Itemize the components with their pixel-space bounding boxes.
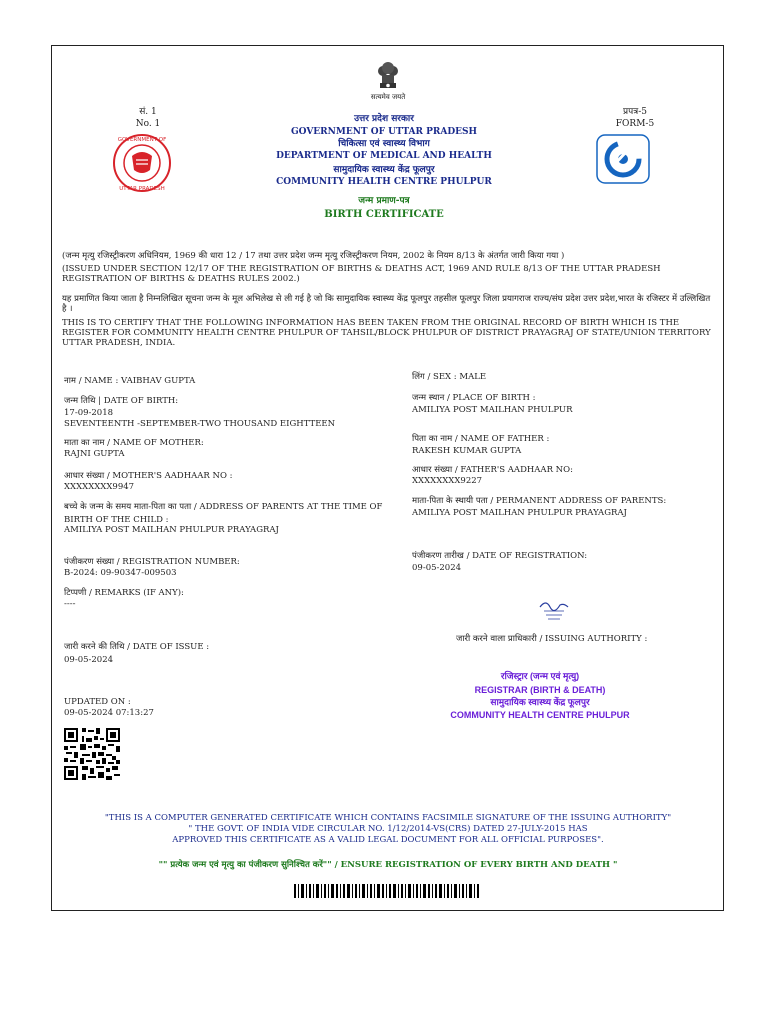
issued-under: (ISSUED UNDER SECTION 12/17 OF THE REGISTRATION OF BIRTHS & DEATHS ACT, 1969 AND RULE 8/13 OF THE UTTAR PRADESH REGISTRATION OF BIRTHS & DEATHS RULES 2002.) xyxy=(62,264,661,284)
registrar-centre: COMMUNITY HEALTH CENTRE PHULPUR xyxy=(450,710,630,720)
certify-statement: THIS IS TO CERTIFY THAT THE FOLLOWING INFORMATION HAS BEEN TAKEN FROM THE ORIGINAL RECORD OF BIRTH WHICH IS THE REGISTER FOR COMMUNITY HEALTH CENTRE PHULPUR OF TAHSIL/BLOCK PHULPUR OF DISTRICT PRAYAGRAJ OF STATE/UNION TERRITORY UTTAR PRADESH, INDIA. xyxy=(62,318,711,348)
updated-on-value: 09-05-2024 07:13:27 xyxy=(64,708,154,718)
registrar-title: REGISTRAR (BIRTH & DEATH) xyxy=(474,685,606,695)
certificate-title: BIRTH CERTIFICATE xyxy=(324,209,444,220)
remarks-value: ---- xyxy=(64,599,76,609)
certificate-title-hindi: जन्म प्रमाण-पत्र xyxy=(358,196,410,206)
registration-date-label: पंजीकरण तारीख / DATE OF REGISTRATION: xyxy=(412,551,588,561)
dept-title-hindi: चिकित्सा एवं स्वास्थ्य विभाग xyxy=(338,139,430,149)
place-of-birth-label: जन्म स्थान / PLACE OF BIRTH : xyxy=(412,393,536,403)
mother-name-label: माता का नाम / NAME OF MOTHER: xyxy=(64,438,204,448)
signature-stamp-icon xyxy=(536,597,572,625)
footer-facsimile-note: "THIS IS A COMPUTER GENERATED CERTIFICATE WHICH CONTAINS FACSIMILE SIGNATURE OF THE ISSUING AUTHORITY" xyxy=(104,813,672,823)
sex: लिंग / SEX : MALE xyxy=(412,372,487,382)
registration-date-value: 09-05-2024 xyxy=(412,563,462,573)
emblem-motto: सत्यमेव जयते xyxy=(370,93,406,101)
form-no: FORM-5 xyxy=(615,119,655,129)
dept-title: DEPARTMENT OF MEDICAL AND HEALTH xyxy=(276,151,492,161)
registrar-centre-hindi: सामुदायिक स्वास्थ्य केंद्र फूलपुर xyxy=(490,697,590,707)
qr-code-icon xyxy=(64,728,120,780)
gov-title-hindi: उत्तर प्रदेश सरकार xyxy=(354,114,414,124)
footer-circular-note: " THE GOVT. OF INDIA VIDE CIRCULAR NO. 1/12/2014-VS(CRS) DATED 27-JULY-2015 HAS xyxy=(188,824,588,834)
father-name-label: पिता का नाम / NAME OF FATHER : xyxy=(412,434,550,444)
footer-approval-note: APPROVED THIS CERTIFICATE AS A VALID LEGAL DOCUMENT FOR ALL OFFICIAL PURPOSES". xyxy=(172,835,604,845)
updated-on-label: UPDATED ON : xyxy=(64,697,131,707)
father-name-value: RAKESH KUMAR GUPTA xyxy=(412,446,522,456)
permanent-address-label: माता-पिता के स्थायी पता / PERMANENT ADDRESS OF PARENTS: xyxy=(412,496,667,506)
gov-title: GOVERNMENT OF UTTAR PRADESH xyxy=(290,127,478,137)
issuing-authority-label: जारी करने वाला प्राधिकारी / ISSUING AUTHORITY : xyxy=(456,634,648,644)
dob-words: SEVENTEENTH -SEPTEMBER-TWO THOUSAND EIGHTTEEN xyxy=(64,419,336,429)
seal-bottom-text: UTTAR PRADESH xyxy=(119,186,165,192)
date-of-issue-value: 09-05-2024 xyxy=(64,655,114,665)
date-of-issue-label: जारी करने की तिथि / DATE OF ISSUE : xyxy=(64,642,210,652)
mother-name-value: RAJNI GUPTA xyxy=(64,449,125,459)
remarks-label: टिप्पणी / REMARKS (IF ANY): xyxy=(64,588,184,598)
dob-value: 17-09-2018 xyxy=(64,408,114,418)
registration-number-label: पंजीकरण संख्या / REGISTRATION NUMBER: xyxy=(64,557,240,567)
father-aadhaar-label: आधार संख्या / FATHER'S AADHAAR NO: xyxy=(412,465,573,475)
child-name: नाम / NAME : VAIBHAV GUPTA xyxy=(64,376,196,386)
serial-no: No. 1 xyxy=(135,119,161,129)
registration-number-value: B-2024: 09-90347-009503 xyxy=(64,568,177,578)
place-of-birth-value: AMILIYA POST MAILHAN PHULPUR xyxy=(412,405,573,415)
serial-no-hindi: सं. 1 xyxy=(139,107,157,117)
registration-slogan: "" प्रत्येक जन्म एवं मृत्यु का पंजीकरण सुनिश्चित करें"" / ENSURE REGISTRATION OF EVERY BIRTH AND DEATH " xyxy=(158,860,618,870)
certify-statement-hindi: यह प्रमाणित किया जाता है निम्नलिखित सूचना जन्म के मूल अभिलेख से ली गई है जो कि सामुदायिक स्वास्थ्य केंद्र फूलपुर तहसील फूलपुर जिला प्रयागराज राज्य/संघ प्रदेश उत्तर प्रदेश,भारत के रजिस्टर में उल्लिखित है । xyxy=(62,294,711,314)
dob-label: जन्म तिथि | DATE OF BIRTH: xyxy=(64,396,179,406)
up-government-seal-icon xyxy=(112,132,172,194)
barcode-icon xyxy=(294,883,480,897)
address-at-birth-label: बच्चे के जन्म के समय माता-पिता का पता / ADDRESS OF PARENTS AT THE TIME OF BIRTH OF THE CHILD : xyxy=(64,502,383,525)
father-aadhaar-value: XXXXXXXX9227 xyxy=(412,476,483,486)
ashoka-emblem-icon xyxy=(370,57,406,93)
mother-aadhaar-label: आधार संख्या / MOTHER'S AADHAAR NO : xyxy=(64,471,233,481)
centre-title-hindi: सामुदायिक स्वास्थ्य केंद्र फूलपुर xyxy=(333,165,435,175)
health-logo-icon xyxy=(596,134,650,184)
permanent-address-value: AMILIYA POST MAILHAN PHULPUR PRAYAGRAJ xyxy=(412,508,627,518)
address-at-birth-value: AMILIYA POST MAILHAN PHULPUR PRAYAGRAJ xyxy=(64,525,279,535)
centre-title: COMMUNITY HEALTH CENTRE PHULPUR xyxy=(276,177,492,187)
form-no-hindi: प्रपत्र-5 xyxy=(623,107,647,117)
mother-aadhaar-value: XXXXXXXX9947 xyxy=(64,482,135,492)
seal-top-text: GOVERNMENT OF xyxy=(117,137,167,143)
registrar-hindi: रजिस्ट्रार (जन्म एवं मृत्यु) xyxy=(500,671,580,681)
issued-under-hindi: (जन्म मृत्यु रजिस्ट्रीकरण अधिनियम, 1969 की धारा 12 / 17 तथा उत्तर प्रदेश जन्म मृत्यु रजिस्ट्रीकरण नियम, 2002 के नियम 8/13 के अंतर्गत जारी किया गया ) xyxy=(62,251,565,261)
